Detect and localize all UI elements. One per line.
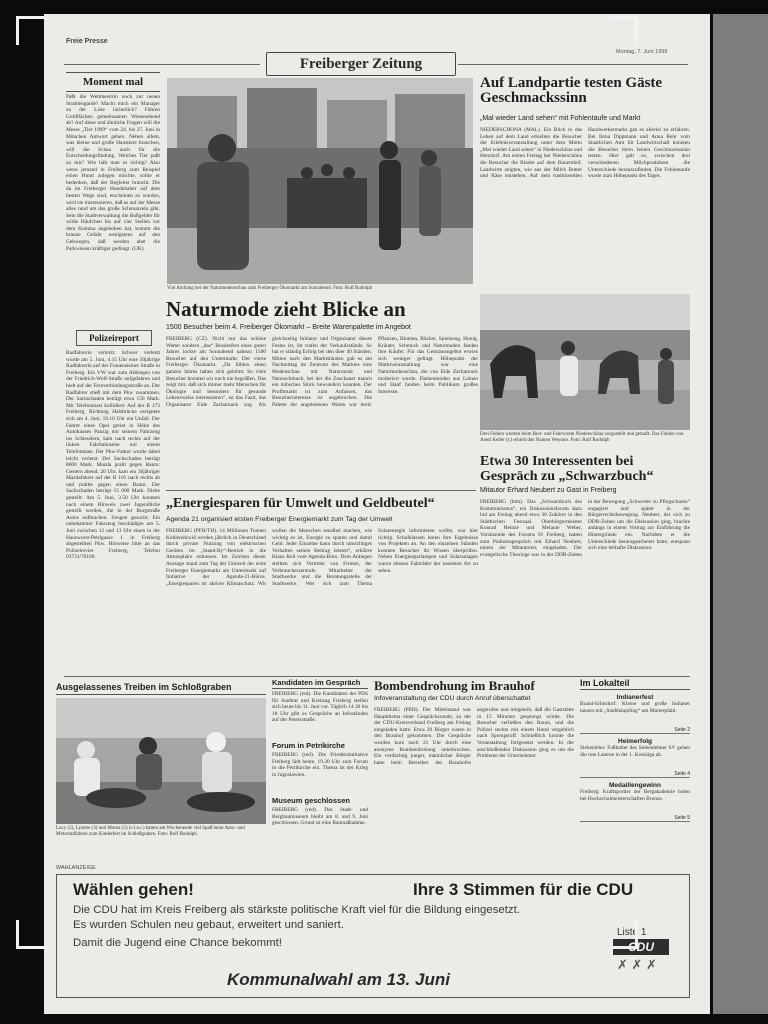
market-photo [167,78,473,284]
petrikirche-text: FREIBERG (red). Die Friedensinitiative Freiberg lädt heute, 19.30 Uhr zum Forum in die Petrikirche ein. Thema ist der Krieg in Jugoslawien. [272,752,368,778]
lokalteil-item-heading: Heimerfolg [618,738,652,745]
energie-subhead: Agenda 21 organisiert ersten Freiberger Energiemarkt zum Tag der Umwelt [166,516,393,523]
publication-name: Freie Presse [66,38,108,45]
kandidaten-headline: Kandidaten im Gespräch [272,678,368,689]
landpartie-subhead: „Mal wieder Land sehen“ mit Fohlentaufe und Markt [480,115,641,122]
ad-label: WAHLANZEIGE [56,865,96,871]
lokalteil-item-page: Seite 4 [580,771,690,778]
topstory-text: FREIBERG (CZ). Nicht nur das schöne Wetter sondern „das“ Biosiesfest eines guten Jahres lockte am Sonnabend nahezu 1500 Besucher auf den Untermarkt: Der vierte Freiberger Ökomarkt. „Da fühlen einen ganzen Jahres haben sich gelohnt. So viele Besucher konnten wir noch nie begrüßen. Das zeigt mir, daß sich immer mehr Menschen für Ökologie und besonders für gesunde Lebensweise interessieren“, ist das Fazit, das Organisator Eide Zacharnack zog. Als gleichzeitig Initiator und Organisator dieses Festes ist, ihr trafen der Verkaufsstände. So hat er ständig Erfolg bei den über 40 Ständen. Mitten nach den Marktständen gab es am Nachmittag im Zentrum des Marktes eine Modenschau mit Naturmode und Naturschmuck, bei der die Zuschauer manch ein hübsches Stück bewundern konnten. Der Profitmarkt ist zum Anfassen, das Besucherinteresse ist ungebrochen. Die Palette der angebotenen Waren war breit: Pflanzen, Blumen, Bücher, Spielzeug, Honig, Kräuter, Schmuck und Naturmoden fanden ihre Käufer. Für das Gemüseangebot erwies sich weniger gefragt. Höhepunkt der Marktveranstaltung war eine Naturmodenschau, die von Eide Zacharnack moderiert wurde. Damenmoden aus Leinen und Hanf fanden beim Publikum großes Interesse. [166,336,478,408]
foal-photo-image [480,294,690,430]
petrikirche-headline: Forum in Petrikirche [272,741,345,750]
energie-text: FREIBERG (PFH/TH). 14 Millionen Tonnen Kohlendioxid werden jährlich in Deutschland durch private Nutzung von elektrischen Geräten im „Stand-By“-Betrieb in die Atmosphäre entlassen. Im Zeichen dieser Aussage stand zum Tag der Umwelt der erste Freiberger Energiemarkt am Untermarkt auf Initiative der Agenda-21-Büros. „Energiesparen ist aktiver Klimaschutz. Wir wollen die Menschen sensibel machen, wie wichtig es ist, Energie zu sparen und damit Geld. Jeder Einzelne kann durch umsichtiges Verhalten seinen Beitrag leisten“, erklärte Klaus Keil vom Agenda-Büro. Dem Anliegen stellten sich Vertreter von Firmen, der Verbraucherzentrale, Mitarbeiter der Stadtwerke und die Beratungsstelle der Stadtwerke. Wer sich zum Thema Solarenergie informieren wollte, war hier richtig. Schulklassen boten ihre Ergebnisse von Projekten an. An den einzelnen Ständen konnten Besucher ihr Wissen überprüfen. Neben Energiesparlampen und Solaranlagen waren ebenso Fahrräder der neuesten Art zu sehen. [166,528,478,587]
museum-text: FREIBERG (red). Das Stadt- und Bergbaumuseum bleibt am 8. und 9. Juni geschlossen. Grund ist eine Baumaßnahme. [272,807,368,827]
foal-photo [480,294,690,430]
ad-right-headline: Ihre 3 Stimmen für die CDU [413,880,634,899]
kinderfest-photo-image [56,698,266,824]
crop-corner-top-right [609,16,638,45]
cdu-logo: CDU [613,939,669,955]
landpartie-headline: Auf Landpartie testen Gäste Geschmackssinn [480,75,663,106]
police-report [66,330,160,672]
ad-line-2: Es wurden Schulen neu gebaut, erweitert und saniert. [73,919,345,931]
topstory-headline: Naturmode zieht Blicke an [166,297,406,321]
museum-headline: Museum geschlossen [272,796,350,805]
police-title: Polizeireport [76,330,152,346]
lokalteil-box [580,678,690,862]
issue-date: Montag, 7. Juni 1999 [616,49,668,55]
masthead: Freiberger Zeitung [266,52,456,76]
police-text: Radfahrerin verletzt: Schwer verletzt wurde am 5. Juni, 4.15 Uhr eine 50jährige Radfahrerin auf der Frauensteiner Straße in Freiberg. Ein VW war zum Abbiegen von der Friedrich-Wolf-Straße aufgefahren und hielt auf der Fernverbindungsstraße an. Der Radfahrer stieß mit dem Pkw zusammen. Der Sachschaden beträgt etwa 150 Mark. Mit Telefonmast kollidiert: Auf der B 173 Freiberg, Richtung Halsbrücke ereignete sich am 4. Juni, 19.10 Uhr ein Unfall. Der Fahrer eines Opel geriet in Höhe des Autohauses Panzig mit seinem Fahrzeug ins Schleudern, kam nach rechts auf der linken Fahrbahnseite mit einem Telefonmast. Der Pkw-Fahrer wurde dabei leicht verletzt. Der Sachschaden beträgt 8000 Mark. Mazda prallt gegen Baum: Gestern abend, 20 Uhr, kam ein 36jähriger Mazdafahrer auf der B 101 nach rechts ab und prallte gegen einen Baum. Der Sachschaden beträgt 15 000 Mark. Diebe gestellt: Am 5. Juni, 3.50 Uhr konnten nach einem Hinweis zwei Jugendliche gestellt werden, die in der Burgstraße Autos aufbrachen. Zeugen gesucht: Ein unbekannter Fahrzeug beschädigte am 5. Juni zwischen 12 und 13 Uhr einen in der Hauswurst-Petrigasse 1 in Freiberg abgestellten Pkw. Hinweise bitte an das Polizeirevier Freiberg, Telefon 03731/70100. [66,350,160,561]
lokalteil-item-text: Freiberg: Kraftsportler der Bergakademie holen bei Hochschulmeisterschaften Bronze. [580,789,690,802]
moment-box [66,72,160,326]
crop-corner-bottom-left [16,920,45,949]
energie-headline: „Energiesparen für Umwelt und Geldbeutel“ [166,496,435,511]
schwarzbuch-subhead: Mitautor Erhard Neubert zu Gast in Freiberg [480,487,617,494]
lokalteil-item-page: Seite 2 [580,727,690,734]
bombe-subhead: Infoveranstaltung der CDU durch Anruf überschattet [374,695,531,702]
ad-liste: Liste 1 [617,927,647,938]
moment-title: Moment mal [66,72,160,92]
topstory-subhead: 1500 Besucher beim 4. Freiberger Ökomarkt – Breite Warenpalette im Angebot [166,324,411,331]
bombe-text: FREIBERG (PEH). Der Mittelstand war Hauptthema einer Gesprächsrunde, zu der der CDU-Kreisverband Freiberg am Freitag eingeladen hatte. Etwa 20 Bürger waren in den Brauhof gekommen. Die Gespräche wurden kurz nach 21 Uhr durch eine anonyme Bombendrohung unterbrochen. Ein verdächtig junger, männlicher Bürger hatte beim Betreiber des Brauhofes angerufen und mitgeteilt, daß die Gaststätte in 15 Minuten gesprengt würde. Die Besucher verließen den Raum, und die Polizei suchte mit einem Hund vergeblich nach Sprengstoff. Schließlich konnte die Veranstaltung fortgesetzt werden. In der anschließenden Diskussion ging es um die Probleme der Unternehmer. [374,707,574,766]
schwarzbuch-text: FREIBERG (btm). Das „Schwarzbuch des Kommunismus“, ein Diskussionsforum dazu lud am Freitag abend etwa 30 Zuhörer in den Städtischen Festsaal. Oberbürgermeister Konrad Heinze und Melanie Weber, Vorsitzende des Forums 91 Freiberg, hatten zum Podiumsgespräch mit Erhard Neubert, einem der Mitautoren, eingeladen. Der evangelische Theologe war in der DDR-Zeiten in der Bewegung „Schwerter zu Pflugscharen“ engagiert und später in der Bürgerrechtsbewegung. Neubert, der sich zu DDR-Zeiten um die Diskussion ging, brachte anfangs in einem Vortrag zur Einführung die Hintergründe ein. Nachdem er die Unterschiede herausgearbeitet hatte, entspann sich eine lebhafte Diskussion. [480,499,690,558]
market-photo-image [167,78,473,284]
landpartie-text: NIEDERSCHÖNA (MAL). Ein Blick in das Leben auf dem Land erhielten die Besucher der Erlebnisveranstaltung unter dem Motto „Mal wieder Land sehen“ in Niederschöna und Hetzdorf. Am ersten Freitag bei Niederschöna die Besucher die Rinder auf dem Bauernhof. Landwirte zeigten, wie aus der Milch Butter und Käse entstehen. Auf dem traditionellen Handwerkermarkt gab es allerlei zu erfahren. Bei Ilona Dippmann und Anna Behr vom Staatlichen Amt für Landwirtschaft konnten die Besucher ihren feinen Geschmackssinn testen. Hier galt es, zwischen drei verschiedenen Milchprodukten die Unterschiede herauszufinden. Die Fohlentaufe wurde zum Höhepunkt des Tages. [480,127,690,180]
lokalteil-item [580,694,690,734]
lokalteil-item-text: Siebenlehn: Fußballer des Siebenlehner SV gehen die rote Laterne in der 1. Kreisliga ab. [580,745,690,758]
ad-line-3: Damit die Jugend eine Chance bekommt! [73,937,282,949]
scanner-edge [713,14,768,1014]
ad-line-1: Die CDU hat im Kreis Freiberg als stärkste politische Kraft viel für die Bildung eingesetzt. [73,904,520,916]
newspaper-page [44,14,710,1014]
lokalteil-item-heading: Indianerfest [616,694,654,701]
lokalteil-item-page: Seite 5 [580,815,690,822]
market-photo-caption: Viel Andrang bei der Naturmodenschau zum Freiberger Ökomarkt am Sonnabend. Foto: Rolf Rudolph [167,286,373,291]
ad-left-headline: Wählen gehen! [73,880,194,899]
lokalteil-item-text: Brand-Erbisdorf: Kleine und große Indianer tanzen mit „Stadthäuptling“ um Marterpfahl. [580,701,690,714]
lokalteil-title: Im Lokalteil [580,678,690,690]
lokalteil-item-heading: Medaillengewinn [608,782,661,789]
crop-corner-bottom-right [609,920,638,949]
schlossgraben-headline: Ausgelassenes Treiben im Schloßgraben [56,680,266,695]
kandidaten-text: FREIBERG (red). Die Kandidaten der PDS für Stadtrat und Kreistag Freiberg stellen sich heute bis 11. Juni vor. Täglich 14.30 bis 18 Uhr gibt es Gespräche an Infoständen auf der Petersstraße. [272,691,368,724]
kinderfest-caption: Lucy (2), Lysette (3) und Monia (5) (v.l.n.r.) hatten am Wochenende viel Spaß beim Auto- und Motorradfahren zum Kinderfest im Schloßgraben. Foto: Rolf Rudolph [56,826,245,837]
election-ad [56,874,690,998]
moment-text: Paßt die Weltmeistrin noch zur neuen Strahlengarde? Macht mich ein Manager zu der Liste lächerlich? Führen Goldflächen gemeinsamen Wiesenebend ab? Auf diese und ähnliche Fragen will die Messe „Tier 1999“ vom 24. bis 27. Juni in München Antwort geben. Neben allem, was kleine und große Haustiere brauchen, will die Schau auch für die Entscheidungsfindung. Welches Tier paßt zu mir? Wie hält man es richtig? Also wenn jemand in Freiberg zum Beispiel einen Hund zulegen möchte, sollte er bedenken, daß der Begleiter braucht. Die da im Freiberger Hundehalter auf dem besten Wege sind, erscheinen es wurden, wird sie interessieren, daß es auf der Messe alles rund um das große Schmunzeln gibt. Sein die Stadtverwaltung die Bußgelder für wilde Häufchen bis auf vier Stellen vor dem Komma angehoben hat, kommt die braune Gefahr wenigstens auf den Gehwegen, daß werden aber die Parkwiesen kräftiger gedüngt. (UK) [66,94,160,252]
ballot-crosses: ✗ ✗ ✗ [617,957,657,972]
short-news [272,678,368,862]
ad-footer: Kommunalwahl am 13. Juni [227,970,450,989]
bombe-headline: Bombendrohung im Brauhof [374,678,535,693]
kinderfest-photo [56,698,266,824]
schwarzbuch-headline: Etwa 30 Interessenten bei Gespräch zu „Schwarzbuch“ [480,454,654,484]
lokalteil-item [580,782,690,822]
lokalteil-item [580,738,690,778]
foal-photo-caption: Drei Fohlen wurden beim Reit- und Fahrverein Niederschöna vorgestellt und getauft. Das Fohlen von Anett Keller (r.) erhielt den Namen Weyono. Foto: Rolf Rudolph [480,432,684,443]
crop-corner-top-left [16,16,45,45]
